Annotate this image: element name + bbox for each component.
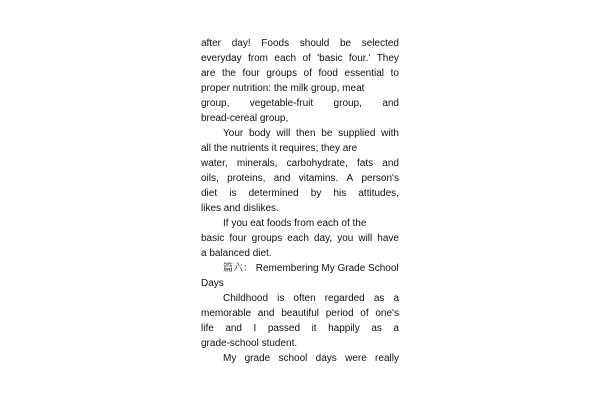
word: from [247, 53, 268, 64]
word: is [229, 188, 237, 199]
text-line [201, 291, 399, 306]
text-line [201, 306, 399, 321]
word: Your [223, 128, 244, 139]
word: each [287, 233, 309, 244]
word: a [393, 323, 399, 334]
section-title-continued: Days [201, 278, 224, 289]
word: day, [313, 233, 333, 244]
word: to [390, 68, 399, 79]
word: proteins, [227, 173, 266, 184]
word: is [277, 293, 285, 304]
word: will [276, 128, 291, 139]
word: supplied [338, 128, 376, 139]
word: four.' [348, 53, 371, 64]
word: and [273, 173, 291, 184]
word: determined [248, 188, 299, 199]
text-line [201, 66, 399, 81]
word: everyday [201, 53, 242, 64]
text-line: a balanced diet. [201, 248, 272, 259]
word: and [257, 308, 275, 319]
word: group, [333, 98, 362, 109]
word: beautiful [281, 308, 319, 319]
section-title: 篇六： Remembering My Grade School [223, 263, 399, 274]
text-line [201, 96, 399, 111]
word: four [229, 233, 247, 244]
word: a [393, 293, 399, 304]
word: groups [251, 233, 283, 244]
word: body [248, 128, 271, 139]
word: minerals, [236, 158, 278, 169]
word: be [321, 128, 333, 139]
word: of [360, 308, 369, 319]
text-line: bread-cereal group, [201, 113, 289, 124]
word: person's [361, 173, 399, 184]
word: My [223, 353, 237, 364]
text-line: all the nutrients it requires; they are [201, 143, 358, 154]
text-line: proper nutrition: the milk group, meat [201, 83, 365, 94]
text-line [201, 36, 399, 51]
word: with [381, 128, 399, 139]
word: will [358, 233, 373, 244]
word: water, [201, 158, 228, 169]
word: have [377, 233, 399, 244]
word: you [337, 233, 354, 244]
word: each [274, 53, 297, 64]
text-line [201, 186, 399, 201]
word: his [333, 188, 347, 199]
word: after [201, 38, 222, 49]
word: and [382, 98, 399, 109]
word: Childhood [223, 293, 269, 304]
word: I [253, 323, 257, 334]
word: day! [231, 38, 251, 49]
text-line: likes and dislikes. [201, 203, 279, 214]
word: period [325, 308, 354, 319]
word: and [225, 323, 242, 334]
word: as [371, 323, 382, 334]
word: carbohydrate, [286, 158, 348, 169]
word: They [376, 53, 399, 64]
word: selected [361, 38, 399, 49]
word: then [296, 128, 316, 139]
text-column [201, 36, 399, 366]
word: often [293, 293, 316, 304]
text-line [201, 51, 399, 66]
word: food [318, 68, 338, 79]
word: memorable [201, 308, 252, 319]
word: should [299, 38, 330, 49]
text-line [201, 126, 399, 141]
word: oils, [201, 173, 219, 184]
word: be [339, 38, 352, 49]
word: of [303, 68, 312, 79]
word: basic [201, 233, 225, 244]
text-line [201, 171, 399, 186]
word: attitudes, [358, 188, 399, 199]
text-line [201, 321, 399, 336]
word: by [310, 188, 322, 199]
word: passed [267, 323, 301, 334]
word: one's [375, 308, 399, 319]
word: 'basic [317, 53, 343, 64]
word: school [278, 353, 308, 364]
word: fats [356, 158, 374, 169]
text-line [201, 156, 399, 171]
word: Foods [261, 38, 290, 49]
word: are [201, 68, 216, 79]
word: it [311, 323, 317, 334]
word: and [382, 158, 399, 169]
word: group, [201, 98, 230, 109]
word: as [373, 293, 385, 304]
word: days [315, 353, 337, 364]
word: four [242, 68, 260, 79]
word: really [375, 353, 399, 364]
word: groups [266, 68, 297, 79]
word: regarded [324, 293, 365, 304]
text-line: grade-school student. [201, 338, 298, 349]
word: vegetable-fruit [249, 98, 314, 109]
word: A [346, 173, 354, 184]
word: were [345, 353, 367, 364]
text-line [201, 351, 399, 366]
word: diet [201, 188, 218, 199]
word: essential [344, 68, 385, 79]
word: life [201, 323, 214, 334]
word: happily [328, 323, 360, 334]
word: the [222, 68, 236, 79]
word: grade [244, 353, 271, 364]
word: of [302, 53, 311, 64]
word: vitamins. [298, 173, 339, 184]
text-line [201, 231, 399, 246]
text-line: If you eat foods from each of the [223, 218, 367, 229]
